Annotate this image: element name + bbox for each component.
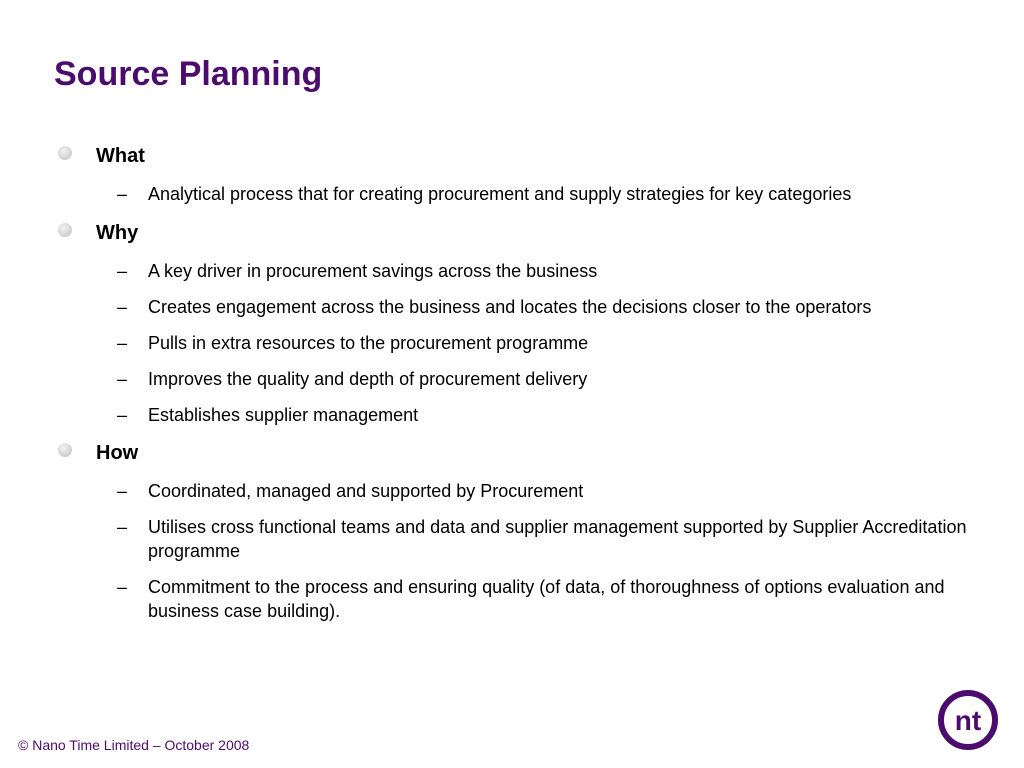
list-item: Analytical process that for creating procurement and supply strategies for key categories [148, 184, 852, 204]
section-heading-what: What [96, 145, 145, 167]
section-heading-why: Why [96, 222, 139, 244]
nt-logo-icon [936, 688, 1000, 752]
dash-icon: – [117, 481, 128, 501]
logo-text: nt [954, 705, 982, 736]
section-heading-how: How [96, 442, 139, 464]
list-item: Creates engagement across the business and locates the decisions closer to the operators [148, 297, 872, 317]
bullet-icon [58, 443, 72, 457]
list-item: Establishes supplier management [148, 405, 419, 425]
slide-title: Source Planning [54, 55, 323, 93]
dash-icon: – [117, 333, 128, 353]
dash-icon: – [117, 517, 128, 537]
list-item: Utilises cross functional teams and data and supplier management supported by Supplier Accreditation programme [148, 517, 967, 561]
list-item: Improves the quality and depth of procurement delivery [148, 369, 588, 389]
dash-icon: – [117, 369, 128, 389]
list-item: Pulls in extra resources to the procurement programme [148, 333, 589, 353]
footer-copyright: © Nano Time Limited – October 2008 [18, 737, 250, 753]
dash-icon: – [117, 184, 128, 204]
dash-icon: – [117, 297, 128, 317]
bullet-icon [58, 146, 72, 160]
list-item: Commitment to the process and ensuring quality (of data, of thoroughness of options evaluation and business case building). [148, 577, 945, 621]
list-item: Coordinated, managed and supported by Procurement [148, 481, 584, 501]
dash-icon: – [117, 405, 128, 425]
bullet-icon [58, 223, 72, 237]
dash-icon: – [117, 261, 128, 281]
dash-icon: – [117, 577, 128, 597]
list-item: A key driver in procurement savings across the business [148, 261, 598, 281]
